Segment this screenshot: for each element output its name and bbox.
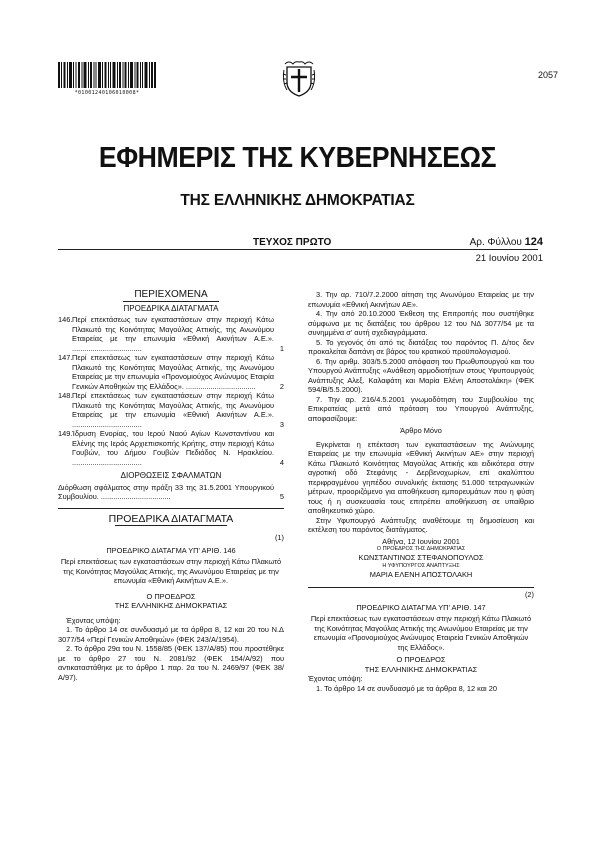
minister-role: Η ΥΦΥΠΟΥΡΓΟΣ ΑΝΑΠΤΥΞΗΣ xyxy=(382,562,460,569)
page-number: 2057 xyxy=(537,70,558,80)
recital-4: 4. Την από 20.10.2000 Έκθεση της Επιτροπής που συστήθηκε σύμφωνα με τις διατάξεις του άρθρου 12 του ΝΔ 3077/54 με τα συνημμένα σ' αυτή σχεδιαγράμματα. xyxy=(308,309,534,337)
president-heading-147-2: ΤΗΣ ΕΛΛΗΝΙΚΗΣ ΔΗΜΟΚΡΑΤΙΑΣ xyxy=(364,664,478,674)
toc-item: 147. Περί επεκτάσεως των εγκαταστάσεων στην περιοχή Κάτω Πλακωτό της Κοινότητας Μαγούλας Αττικής, της Ανωνύμου Εταιρείας με την επωνυμία «Προνομιούχος Ανώνυμος Εταιρία Γενικών Αποθηκών της Ελλάδος». .................................. 2 xyxy=(58,353,284,391)
sheet-number: Αρ. Φύλλου 124 xyxy=(469,236,543,248)
header-divider xyxy=(58,249,538,250)
decrees-heading: ΠΡΟΕΔΡΙΚΑ ΔΙΑΤΑΓΜΑΤΑ xyxy=(108,512,234,525)
recital-2: 2. Το άρθρο 29α του Ν. 1558/85 (ΦΕΚ 137/Α/85) που προστέθηκε με το άρθρο 27 του Ν. 2081/92 (ΦΕΚ 154/Α/92) που αντικαταστάθηκε με το άρθρο 1 παρ. 2α του Ν. 2469/97 (ΦΕΚ 38/Α/97). xyxy=(58,644,284,682)
president-heading-147: Ο ΠΡΟΕΔΡΟΣ xyxy=(396,655,446,664)
recital-5: 5. Το γεγονός ότι από τις διατάξεις του παρόντος Π. Δ/τος δεν προκαλείται δαπάνη σε βάρος του κρατικού προϋπολογισμού. xyxy=(308,337,534,356)
toc-underline xyxy=(123,301,219,302)
recital-3: 3. Την αρ. 710/7.2.2000 αίτηση της Ανωνύμου Εταιρείας με την επωνυμία «Εθνική Ακινήτων ΑΕ». xyxy=(308,290,534,309)
recital-7: 7. Την αρ. 216/4.5.2001 γνωμοδότηση του Συμβουλίου της Επικρατείας μετά από πρόταση του Υπουργού Ανάπτυξης, αποφασίζουμε: xyxy=(308,394,534,423)
president-heading-2: ΤΗΣ ΕΛΛΗΝΙΚΗΣ ΔΗΜΟΚΡΑΤΙΑΣ xyxy=(114,601,228,610)
gazette-title: ΕΦΗΜΕΡΙΣ ΤΗΣ ΚΥΒΕΡΝΗΣΕΩΣ xyxy=(98,142,497,174)
minister-name: ΜΑΡΙΑ ΕΛΕΝΗ ΑΠΟΣΤΟΛΑΚΗ xyxy=(369,569,473,579)
article-heading: Άρθρο Μόνο xyxy=(400,426,442,435)
recital-1: 1. Το άρθρο 14 σε συνδυασμό με τα άρθρα 8, 12 και 20 του Ν.Δ 3077/54 «Περί Γενικών Αποθηκών» (ΦΕΚ 243/Α/1954). xyxy=(58,625,284,644)
toc-item: 148. Περί επεκτάσεως των εγκαταστάσεων στην περιοχή Κάτω Πλακωτό της Κοινότητας Μαγούλας Αττικής, της Ανωνύμου Εταιρείας με την επωνυμία «Εθνική Ακινήτων Α.Ε.». .................................. 3 xyxy=(58,391,284,429)
decree-subject-147: Περί επεκτάσεως των εγκαταστάσεων στην περιοχή Κάτω Πλακωτό της Κοινότητας Μαγούλας Αττικής της Ανωνύμου Εταιρείας με την επωνυμία «Προνομιούχος Ανώνυμος Εταιρεία Γενικών Αποθηκών της Ελλάδος». xyxy=(310,614,532,652)
left-column xyxy=(58,290,284,682)
decree-subject: Περί επεκτάσεως των εγκαταστάσεων στην περιοχή Κάτω Πλακωτό της Κοινότητας Μαγούλας Αττικής, της Ανωνύμου Εταιρείας με την επωνυμία «Εθνική Ακινήτων Α.Ε.». xyxy=(60,557,282,585)
toc-section-decrees: ΠΡΟΕΔΡΙΚΑ ΔΙΑΤΑΓΜΑΤΑ xyxy=(123,303,219,313)
signatory-name: ΚΩΝΣΤΑΝΤΙΝΟΣ ΣΤΕΦΑΝΟΠΟΥΛΟΣ xyxy=(358,553,484,562)
right-column xyxy=(308,290,534,693)
gazette-subtitle: ΤΗΣ ΕΛΛΗΝΙΚΗΣ ΔΗΜΟΚΡΑΤΙΑΣ xyxy=(180,192,415,209)
decrees-heading-underline xyxy=(115,525,227,526)
signatory-role: Ο ΠΡΟΕΔΡΟΣ ΤΗΣ ΔΗΜΟΚΡΑΤΙΑΣ xyxy=(376,546,466,552)
greek-coat-of-arms-icon xyxy=(281,58,317,98)
decree-number: ΠΡΟΕΔΡΙΚΟ ΔΙΑΤΑΓΜΑ ΥΠ' ΑΡΙΘ. 146 xyxy=(106,545,236,555)
barcode xyxy=(58,62,156,88)
toc-heading: ΠΕΡΙΕΧΟΜΕΝΑ xyxy=(134,289,208,300)
toc-item: 146. Περί επεκτάσεως των εγκαταστάσεων στην περιοχή Κάτω Πλακωτό της Κοινότητας Μαγούλας Αττικής, της Ανωνύμου Εταιρείας με την επωνυμία «Εθνική Ακινήτων Α.Ε.». .................................. 1 xyxy=(58,315,284,353)
recital-147-1: 1. Το άρθρο 14 σε συνδυασμό με τα άρθρα 8, 12 και 20 xyxy=(316,683,497,693)
president-heading: Ο ΠΡΟΕΔΡΟΣ xyxy=(146,591,196,601)
issue-label: ΤΕΥΧΟΣ ΠΡΩΤΟ xyxy=(253,237,332,248)
toc-correction-item: Διόρθωση σφάλματος στην πράξη 33 της 31.5.2001 Υπουργικού Συμβουλίου. .................................. 5 xyxy=(58,482,284,501)
toc-item: 149. Ίδρυση Ενορίας, του Ιερού Ναού Αγίων Κωνσταντίνου και Ελένης της Ιεράς Αρχιεπισκοπής Κρήτης, στην περιοχή Κάτω Γουβών, του Δήμου Γουβών Πεδιάδος Ν. Ηρακλείου. .................................. 4 xyxy=(58,429,284,467)
issue-date: 21 Ιουνίου 2001 xyxy=(475,253,543,264)
article-text: Εγκρίνεται η επέκταση των εγκαταστάσεων της Ανώνυμης Εταιρείας με την επωνυμία «Εθνική Ακινήτων ΑΕ» στην περιοχή Κάτω Πλακωτό Κοινότητας Μαγούλας Αττικής και ειδικότερα στην αγροτική οδό Στεφάνης - Δερβενοχωρίων, επί ακαλύπτου περιφραγμένου γηπέδου συνολικής έκτασης 51.000 τετραγωνικών μέτρων, προοριζόμενο για αποθήκευση εμπορευμάτων που η φύση τους ή η συσκευασία τους επιτρέπει αποθήκευση σε υπαίθριο αποθηκευτικό χώρο. xyxy=(308,439,534,515)
toc-section-corrections: ΔΙΟΡΘΩΣΕΙΣ ΣΦΑΛΜΑΤΩΝ xyxy=(120,471,222,480)
decree-number-147: ΠΡΟΕΔΡΙΚΟ ΔΙΑΤΑΓΜΑ ΥΠ' ΑΡΙΘ. 147 xyxy=(356,602,486,612)
considering-line-147: Έχοντας υπόψη: xyxy=(308,674,363,683)
recital-6: 6. Την αριθμ. 303/5.5.2000 απόφαση του Πρωθυπουργού και του Υπουργού Ανάπτυξης «Ανάθεση αρμοδιοτήτων στους Υφυπουργούς Ανάπτυξης Αλεξ. Καλαφάτη και Μαρία Ελένη Αποστολάκη» (ΦΕΚ 594/Β/5.5.2000). xyxy=(308,356,534,394)
place-date: Αθήνα, 12 Ιουνίου 2001 xyxy=(382,536,460,546)
decree-mark-2: (2) xyxy=(524,590,534,599)
section-divider xyxy=(58,508,284,509)
decree-mark: (1) xyxy=(274,533,284,542)
considering-line: Έχοντας υπόψη: xyxy=(66,615,121,625)
barcode-number: *01001240106010008* xyxy=(74,90,140,96)
decree-divider xyxy=(308,587,534,588)
article-execution: Στην Υφυπουργό Ανάπτυξης αναθέτουμε τη δημοσίευση και εκτέλεση του παρόντος διατάγματος. xyxy=(308,515,534,534)
